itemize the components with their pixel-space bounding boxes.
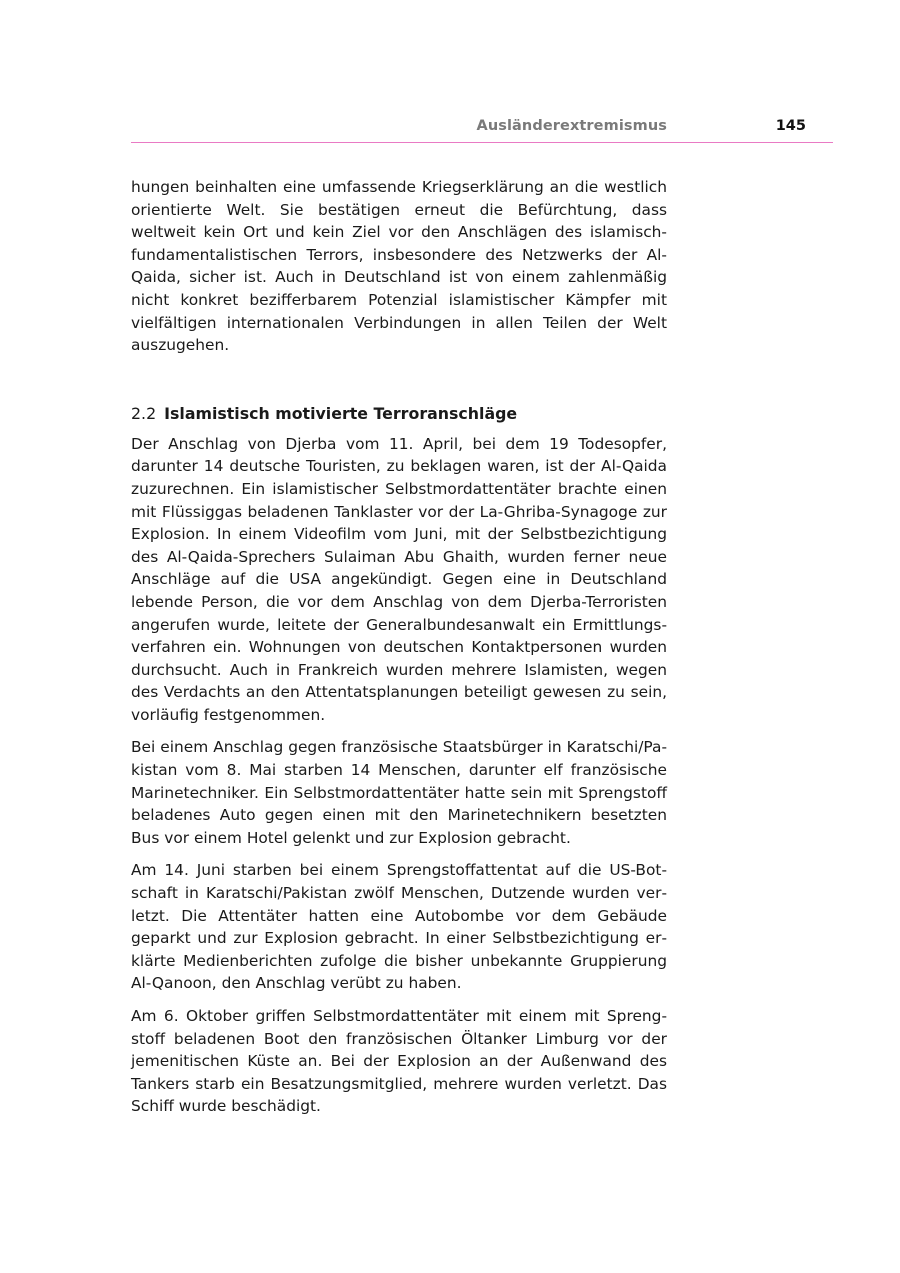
paragraph-limburg: Am 6. Oktober griffen Selbstmordattentäter mit einem mit Sprengstoff beladenen Boot den französischen Öltanker Limburg vor der jemenitischen Küste an. Bei der Explosion an der Außenwand des Tankers starb ein Besatzungsmitglied, mehrere wurden verletzt. Das Schiff wurde beschädigt. [131,1007,667,1116]
running-title: Ausländerextremismus [476,118,667,134]
page-body [131,176,667,1128]
page-number: 145 [775,118,806,134]
section-heading [131,402,667,426]
section-title: Islamistisch motivierte Terroranschläge [164,403,518,423]
running-header [131,118,833,143]
paragraph-karatschi-juni: Am 14. Juni starben bei einem Sprengstoffattentat auf die US-Botschaft in Karatschi/Pakistan zwölf Menschen, Dutzende wurden verletzt. Die Attentäter hatten eine Autobombe vor dem Gebäude geparkt und zur Explosion gebracht. In einer Selbstbezichtigung erklärte Medienberichten zufolge die bisher unbekannte Gruppierung Al-Qanoon, den Anschlag verübt zu haben. [131,861,667,993]
intro-paragraph: hungen beinhalten eine umfassende Kriegserklärung an die westlich orientierte Welt. Sie bestätigen erneut die Befürchtung, dass weltweit kein Ort und kein Ziel vor den Anschlägen des islamisch-fundamentalistischen Terrors, insbesondere des Netzwerks der Al-Qaida, sicher ist. Auch in Deutschland ist von einem zahlenmäßig nicht konkret bezifferbarem Potenzial islamistischer Kämpfer mit vielfältigen internationalen Verbindungen in allen Teilen der Welt auszugehen. [131,178,667,355]
paragraph-karatschi-mai: Bei einem Anschlag gegen französische Staatsbürger in Karatschi/Pakistan vom 8. Mai starben 14 Menschen, darunter elf französische Marinetechniker. Ein Selbstmordattentäter hatte sein mit Sprengstoff beladenes Auto gegen einen mit den Marinetechnikern besetzten Bus vor einem Hotel gelenkt und zur Explosion gebracht. [131,738,667,847]
paragraph-djerba: Der Anschlag von Djerba vom 11. April, bei dem 19 Todesopfer, darunter 14 deutsche Touristen, zu beklagen waren, ist der Al-Qaida zuzurechnen. Ein islamistischer Selbstmordattentäter brachte einen mit Flüssiggas beladenen Tanklaster vor der La-Ghriba-Synagoge zur Explosion. In einem Videofilm vom Juni, mit der Selbstbezichtigung des Al-Qaida-Sprechers Sulaiman Abu Ghaith, wurden ferner neue Anschläge auf die USA angekündigt. Gegen eine in Deutschland lebende Person, die vor dem Anschlag von dem Djerba-Terroristen angerufen wurde, leitete der Generalbundesanwalt ein Ermittlungsverfahren ein. Wohnungen von deutschen Kontaktpersonen wurden durchsucht. Auch in Frankreich wurden mehrere Islamisten, wegen des Verdachts an den Attentatsplanungen beteiligt gewesen zu sein, vorläufig festgenommen. [131,434,667,724]
section-number: 2.2 [131,403,157,423]
